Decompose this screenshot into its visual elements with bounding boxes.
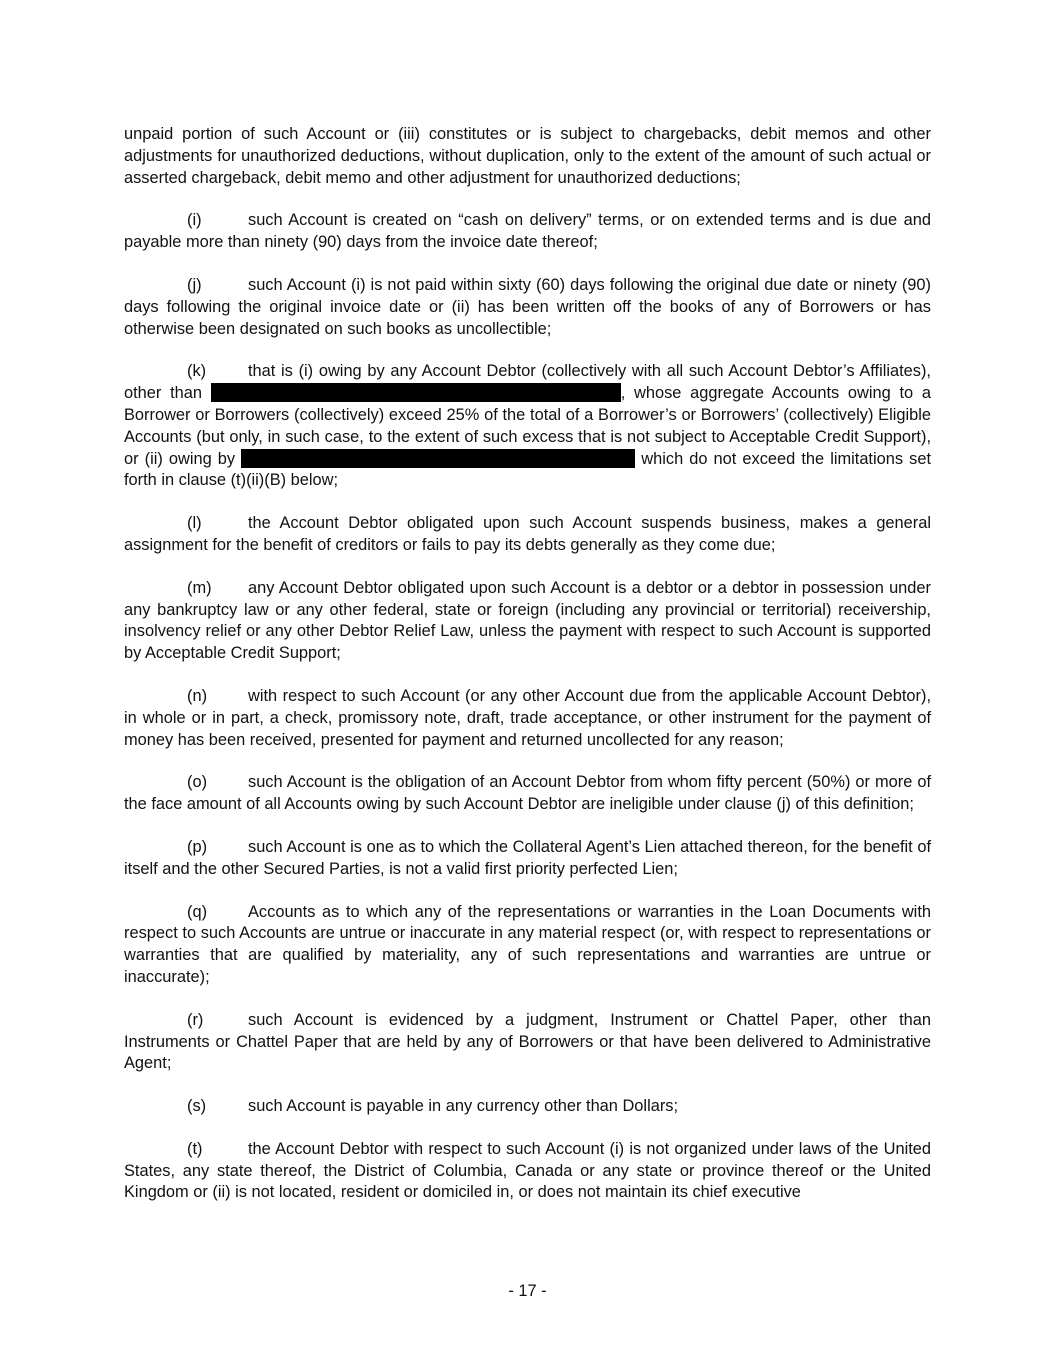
clause-text-part1: that is (i) owing by any Account Debtor (collectively with all such Account Debtor’s Affiliates), other than — [124, 362, 931, 403]
clause-t — [124, 1139, 931, 1204]
page-number: - 17 - — [508, 1282, 547, 1300]
clause-label: (i) — [187, 211, 202, 230]
clause-label: (t) — [187, 1139, 203, 1158]
clause-label: (q) — [187, 902, 208, 921]
clause-label: (n) — [187, 686, 208, 705]
clause-label: (j) — [187, 275, 202, 294]
clause-text: with respect to such Account (or any other Account due from the applicable Account Debtor), in whole or in part, a check, promissory note, draft, trade acceptance, or other instrument for the payment of money has been received, presented for payment and returned uncollected for any reason; — [124, 686, 931, 749]
clause-s — [124, 1096, 931, 1118]
clause-text: such Account (i) is not paid within sixty (60) days following the original due date or ninety (90) days following the original invoice date or (ii) has been written off the books of any of Borrowers or has otherwise been designated on such books as uncollectible; — [124, 275, 931, 338]
clause-text: any Account Debtor obligated upon such Account is a debtor or a debtor in possession under any bankruptcy law or any other federal, state or foreign (including any provincial or territorial) receivership, insolvency relief or any other Debtor Relief Law, unless the payment with respect to such Account is supported by Acceptable Credit Support; — [124, 578, 931, 663]
clause-q — [124, 902, 931, 989]
clause-label: (l) — [187, 514, 202, 533]
clause-text-part2: , whose aggregate Accounts owing to a Borrower or Borrowers (collectively) exceed 25% of the total of a Borrower’s or Borrowers’ (collectively) Eligible Accounts (but only, in such case, to the extent of such excess that is not subject to Acceptable Credit Support), or (ii) owing by — [124, 384, 931, 468]
clause-j — [124, 275, 931, 340]
document-page — [124, 124, 931, 1225]
clause-l — [124, 513, 931, 557]
clause-o — [124, 772, 931, 816]
redaction-block — [211, 383, 621, 402]
redaction-block — [241, 449, 635, 468]
clause-text: the Account Debtor obligated upon such Account suspends business, makes a general assignment for the benefit of creditors or fails to pay its debts generally as they come due; — [124, 514, 931, 554]
clause-n — [124, 686, 931, 751]
clause-label: (k) — [187, 362, 207, 381]
clause-r — [124, 1010, 931, 1075]
intro-paragraph: unpaid portion of such Account or (iii) constitutes or is subject to chargebacks, debit memos and other adjustments for unauthorized deductions, without duplication, only to the extent of the amount of such actual or asserted chargeback, debit memo and other adjustment for unauthorized deductions; — [124, 125, 931, 187]
clause-label: (p) — [187, 837, 208, 856]
clause-p — [124, 837, 931, 881]
clause-label: (o) — [187, 773, 208, 792]
clause-label: (r) — [187, 1010, 204, 1029]
clause-text: such Account is one as to which the Collateral Agent’s Lien attached thereon, for the benefit of itself and the other Secured Parties, is not a valid first priority perfected Lien; — [124, 837, 931, 878]
clause-text: such Account is the obligation of an Account Debtor from whom fifty percent (50%) or more of the face amount of all Accounts owing by such Account Debtor are ineligible under clause (j) of this definition; — [124, 773, 931, 814]
clause-text: such Account is evidenced by a judgment, Instrument or Chattel Paper, other than Instruments or Chattel Paper that are held by any of Borrowers or that have been delivered to Administrative Agent; — [124, 1010, 931, 1073]
clause-text: Accounts as to which any of the representations or warranties in the Loan Documents with respect to such Accounts are untrue or inaccurate in any material respect (or, with respect to representations or warranties that are qualified by materiality, any of such representations and warranties are untrue or inaccurate); — [124, 902, 931, 986]
clause-k — [124, 361, 931, 492]
clause-text: such Account is created on “cash on delivery” terms, or on extended terms and is due and payable more than ninety (90) days from the invoice date thereof; — [124, 211, 931, 252]
clause-text: the Account Debtor with respect to such Account (i) is not organized under laws of the United States, any state thereof, the District of Columbia, Canada or any state or province thereof or the United Kingdom or (ii) is not located, resident or domiciled in, or does not maintain its chief executive — [124, 1139, 931, 1202]
clause-m — [124, 578, 931, 665]
clause-label: (s) — [187, 1097, 207, 1116]
clause-label: (m) — [187, 578, 212, 597]
clause-text: such Account is payable in any currency other than Dollars; — [248, 1097, 679, 1116]
clause-i — [124, 210, 931, 254]
clause-text-part3: which do not exceed the limitations set forth in clause (t)(ii)(B) below; — [124, 449, 931, 490]
